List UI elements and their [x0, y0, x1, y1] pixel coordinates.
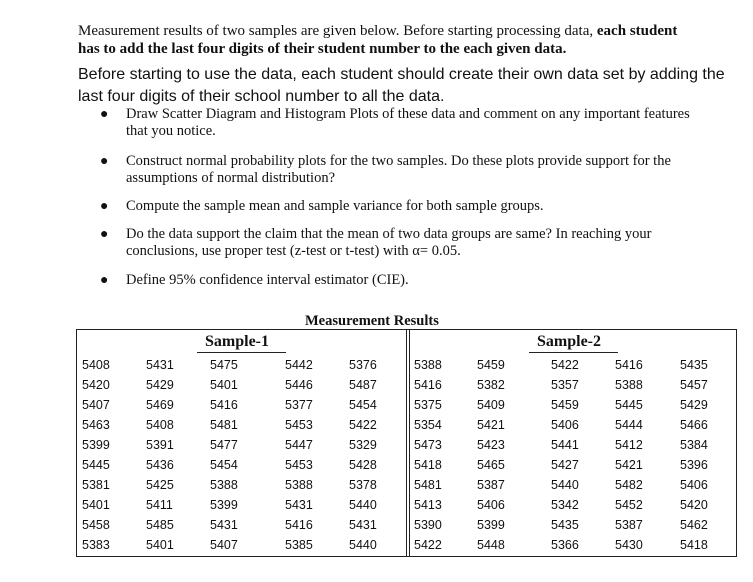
- sample1-value: 5420: [82, 378, 110, 392]
- table-row: [77, 436, 736, 456]
- sample1-value: 5401: [146, 538, 174, 552]
- sample2-value: 5423: [477, 438, 505, 452]
- sample2-value: 5462: [680, 518, 708, 532]
- sample1-value: 5401: [82, 498, 110, 512]
- sample2-value: 5416: [414, 378, 442, 392]
- intro-sans-paragraph: Before starting to use the data, each student should create their own data set by adding the last four digits of their school number to all the data.: [78, 66, 725, 105]
- sample1-value: 5446: [285, 378, 313, 392]
- sample1-value: 5385: [285, 538, 313, 552]
- bullet-icon: ●: [100, 154, 109, 169]
- table-title: Measurement Results: [305, 313, 439, 329]
- sample2-value: 5366: [551, 538, 579, 552]
- sample1-header-underline: [197, 352, 286, 353]
- sample2-value: 5459: [477, 358, 505, 372]
- sample2-header: Sample-2: [537, 333, 601, 350]
- table-row: [77, 376, 736, 396]
- sample2-header-underline: [529, 352, 618, 353]
- sample1-value: 5431: [285, 498, 313, 512]
- sample1-value: 5453: [285, 458, 313, 472]
- table-header: [77, 330, 736, 354]
- sample1-value: 5428: [349, 458, 377, 472]
- sample1-value: 5383: [82, 538, 110, 552]
- sample1-value: 5416: [210, 398, 238, 412]
- intro-bold-each: each: [596, 23, 627, 39]
- sample2-value: 5459: [551, 398, 579, 412]
- sample1-value: 5431: [210, 518, 238, 532]
- sample2-value: 5382: [477, 378, 505, 392]
- sample2-value: 5421: [615, 458, 643, 472]
- sample1-value: 5408: [82, 358, 110, 372]
- sample2-value: 5387: [615, 518, 643, 532]
- sample2-value: 5435: [551, 518, 579, 532]
- sample1-value: 5477: [210, 438, 238, 452]
- sample1-value: 5401: [210, 378, 238, 392]
- table-row: [77, 456, 736, 476]
- sample1-value: 5329: [349, 438, 377, 452]
- bullet-icon: ●: [100, 199, 109, 214]
- sample2-value: 5357: [551, 378, 579, 392]
- sample2-value: 5406: [680, 478, 708, 492]
- sample2-value: 5448: [477, 538, 505, 552]
- sample2-value: 5444: [615, 418, 643, 432]
- sample1-value: 5399: [82, 438, 110, 452]
- sample2-value: 5422: [551, 358, 579, 372]
- sample1-value: 5440: [349, 498, 377, 512]
- sample2-value: 5441: [551, 438, 579, 452]
- bullet-icon: ●: [100, 273, 109, 288]
- sample1-value: 5376: [349, 358, 377, 372]
- sample2-value: 5481: [414, 478, 442, 492]
- sample2-value: 5354: [414, 418, 442, 432]
- sample1-value: 5431: [349, 518, 377, 532]
- bullet-icon: ●: [100, 227, 109, 242]
- sample1-value: 5408: [146, 418, 174, 432]
- task-text: Compute the sample mean and sample variance for both sample groups.: [126, 198, 544, 214]
- sample2-value: 5406: [477, 498, 505, 512]
- sample1-value: 5407: [82, 398, 110, 412]
- sample1-value: 5487: [349, 378, 377, 392]
- table-row: [77, 536, 736, 556]
- sample2-value: 5390: [414, 518, 442, 532]
- sample1-value: 5431: [146, 358, 174, 372]
- sample1-value: 5454: [210, 458, 238, 472]
- intro-bold-instruction: student has to add the last four digits of their student number to the each given data.: [78, 23, 678, 57]
- sample2-value: 5418: [680, 538, 708, 552]
- sample1-value: 5407: [210, 538, 238, 552]
- sample2-value: 5396: [680, 458, 708, 472]
- table-row: [77, 416, 736, 436]
- sample1-value: 5445: [82, 458, 110, 472]
- sample1-value: 5481: [210, 418, 238, 432]
- sample1-value: 5391: [146, 438, 174, 452]
- sample1-value: 5399: [210, 498, 238, 512]
- sample2-value: 5473: [414, 438, 442, 452]
- sample1-value: 5425: [146, 478, 174, 492]
- sample2-value: 5418: [414, 458, 442, 472]
- sample1-value: 5388: [285, 478, 313, 492]
- table-row: [77, 496, 736, 516]
- sample2-value: 5416: [615, 358, 643, 372]
- sample2-value: 5375: [414, 398, 442, 412]
- sample2-value: 5384: [680, 438, 708, 452]
- sample2-value: 5452: [615, 498, 643, 512]
- sample2-value: 5427: [551, 458, 579, 472]
- sample2-value: 5420: [680, 498, 708, 512]
- sample2-value: 5342: [551, 498, 579, 512]
- sample2-value: 5430: [615, 538, 643, 552]
- sample2-value: 5388: [414, 358, 442, 372]
- sample2-value: 5445: [615, 398, 643, 412]
- task-text: Draw Scatter Diagram and Histogram Plots of these data and comment on any important features that you notice.: [126, 106, 690, 139]
- sample1-value: 5485: [146, 518, 174, 532]
- sample1-value: 5458: [82, 518, 110, 532]
- intro-paragraph: [78, 22, 698, 58]
- sample2-value: 5412: [615, 438, 643, 452]
- sample1-header: Sample-1: [205, 333, 269, 350]
- sample1-value: 5411: [146, 498, 173, 512]
- sample1-value: 5377: [285, 398, 313, 412]
- sample2-value: 5422: [414, 538, 442, 552]
- measurement-table: [76, 329, 737, 557]
- sample2-value: 5413: [414, 498, 442, 512]
- sample1-value: 5429: [146, 378, 174, 392]
- sample1-value: 5440: [349, 538, 377, 552]
- sample1-value: 5469: [146, 398, 174, 412]
- sample1-value: 5475: [210, 358, 238, 372]
- table-row: [77, 356, 736, 376]
- sample2-value: 5482: [615, 478, 643, 492]
- table-row: [77, 476, 736, 496]
- sample2-value: 5388: [615, 378, 643, 392]
- sample1-value: 5422: [349, 418, 377, 432]
- intro-text: Measurement results of two samples are given below. Before starting processing data,: [78, 23, 597, 39]
- bullet-icon: ●: [100, 107, 109, 122]
- sample1-value: 5436: [146, 458, 174, 472]
- sample2-value: 5409: [477, 398, 505, 412]
- sample1-value: 5453: [285, 418, 313, 432]
- sample1-value: 5442: [285, 358, 313, 372]
- task-text: Do the data support the claim that the mean of two data groups are same? In reaching your conclusions, use proper test (z-test or t-test) with α= 0.05.: [126, 226, 652, 259]
- sample2-value: 5399: [477, 518, 505, 532]
- task-text: Define 95% confidence interval estimator (CIE).: [126, 272, 409, 288]
- sample2-value: 5440: [551, 478, 579, 492]
- sample2-value: 5429: [680, 398, 708, 412]
- sample1-value: 5454: [349, 398, 377, 412]
- sample1-value: 5463: [82, 418, 110, 432]
- sample2-value: 5465: [477, 458, 505, 472]
- sample2-value: 5435: [680, 358, 708, 372]
- sample2-value: 5457: [680, 378, 708, 392]
- task-text: Construct normal probability plots for the two samples. Do these plots provide support for the assumptions of normal distribution?: [126, 153, 671, 186]
- sample2-value: 5387: [477, 478, 505, 492]
- sample2-value: 5466: [680, 418, 708, 432]
- sample1-value: 5381: [82, 478, 110, 492]
- sample2-value: 5421: [477, 418, 505, 432]
- sample1-value: 5447: [285, 438, 313, 452]
- table-row: [77, 396, 736, 416]
- sample1-value: 5388: [210, 478, 238, 492]
- sample2-value: 5406: [551, 418, 579, 432]
- sample1-value: 5416: [285, 518, 313, 532]
- sample1-value: 5378: [349, 478, 377, 492]
- table-row: [77, 516, 736, 536]
